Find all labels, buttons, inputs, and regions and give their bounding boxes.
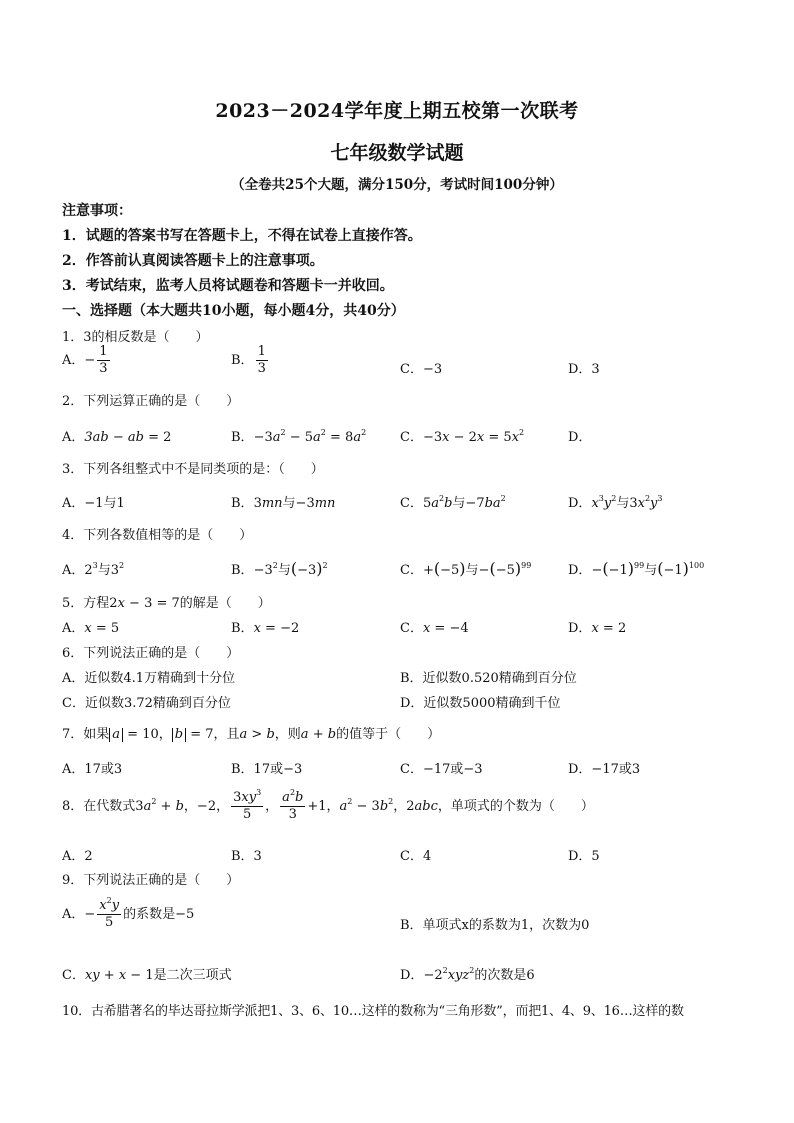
question-3-option-c: C．$5a^2b$与$-7ba^2$ [400,494,506,511]
question-2-stem: 2．下列运算正确的是（ ） [62,394,240,409]
note-item-2: 2．作答前认真阅读答题卡上的注意事项。 [62,253,324,269]
question-6-option-b: B．近似数0.520精确到百分位 [400,671,577,686]
exam-title: 2023－2024学年度上期五校第一次联考 [215,100,579,122]
question-2-option-d: D． [568,430,592,445]
question-10-stem: 10．古希腊著名的毕达哥拉斯学派把1、3、6、10…这样的数称为“三角形数”，而把1、4、9、16…这样的数 [62,1004,684,1019]
question-9-option-a: A．− $\frac{x^2y}{5}$ 的系数是−5 [62,896,195,930]
question-5-option-a: A．x = 5 [62,621,120,636]
question-7-stem: 7．如果 a = 10， b = 7，且a > b，则a + b的值等于（ ） [62,727,441,742]
question-9-option-b: B．单项式x的系数为1，次数为0 [400,918,590,933]
question-9-option-d: D．$-2^2xyz^2$的次数是6 [400,966,535,983]
question-5-option-b: B．x = −2 [231,621,300,636]
exam-info: （全卷共25个大题，满分150分，考试时间100分钟） [231,177,563,193]
question-5-option-c: C．x = −4 [400,621,469,636]
question-5-stem: 5．方程2x − 3 = 7的解是（ ） [62,596,271,611]
question-2-option-a: A．3ab − ab = 2 [62,430,172,445]
question-6-option-c: C．近似数3.72精确到百分位 [62,696,231,711]
question-9-option-c: C．xy + x − 1是二次三项式 [62,968,232,983]
question-5-option-d: D．x = 2 [568,621,627,636]
exam-subtitle: 七年级数学试题 [330,142,464,164]
question-2-option-b: B．$-3a^2 - 5a^2 = 8a^2$ [231,428,367,445]
question-3-option-a: A．−1与1 [62,496,125,511]
question-4-option-a: A．$2^3$与$3^2$ [62,561,125,578]
question-6-stem: 6．下列说法正确的是（ ） [62,646,240,661]
question-1-option-a: A．− $\frac{1}{3}$ [62,344,108,376]
question-6-option-a: A．近似数4.1万精确到十分位 [62,671,236,686]
question-8-option-b: B．3 [231,849,262,864]
question-9-stem: 9．下列说法正确的是（ ） [62,873,240,888]
note-item-3: 3．考试结束，监考人员将试题卷和答题卡一并收回。 [62,278,394,294]
notes-heading: 注意事项： [62,203,132,219]
question-2-option-c: C．$-3x - 2x = 5x^2$ [400,428,525,445]
question-7-option-c: C．−17或−3 [400,762,483,777]
question-6-option-d: D．近似数5000精确到千位 [400,696,561,711]
question-3-stem: 3．下列各组整式中不是同类项的是：（ ） [62,462,324,477]
question-8-option-a: A．2 [62,849,93,864]
question-4-option-c: C．+(−5)与$-(-5)^{99}$ [400,559,532,578]
section-title: 一、选择题（本大题共10小题，每小题4分，共40分） [62,303,405,319]
note-item-1: 1．试题的答案书写在答题卡上，不得在试卷上直接作答。 [62,228,422,244]
question-3-option-b: B．3mn与−3mn [231,496,336,511]
question-7-option-a: A．17或3 [62,762,123,777]
question-8-stem: 8．在代数式$3a^2 + b$，−2， $\frac{3xy^3}{5}$ ， $\frac{a^2b}{3}$ +1，$a^2 - 3b^2$，2abc，单项式的个数为（ ） [62,788,594,822]
question-8-option-d: D．5 [568,849,600,864]
question-4-option-d: D．$-(-1)^{99}$与$(-1)^{100}$ [568,559,705,578]
question-4-option-b: B．$-3^2$与$(-3)^2$ [231,559,328,578]
question-7-option-b: B．17或−3 [231,762,303,777]
question-1-option-b: B． $\frac{1}{3}$ [231,344,266,376]
question-1-option-c: C．−3 [400,362,443,377]
question-3-option-d: D．$x^3y^2$与$3x^2y^3$ [568,494,663,511]
question-1-option-d: D．3 [568,362,600,377]
question-7-option-d: D．−17或3 [568,762,641,777]
question-4-stem: 4．下列各数值相等的是（ ） [62,528,253,543]
question-1-stem: 1．3的相反数是（ ） [62,330,209,345]
question-8-option-c: C．4 [400,849,432,864]
